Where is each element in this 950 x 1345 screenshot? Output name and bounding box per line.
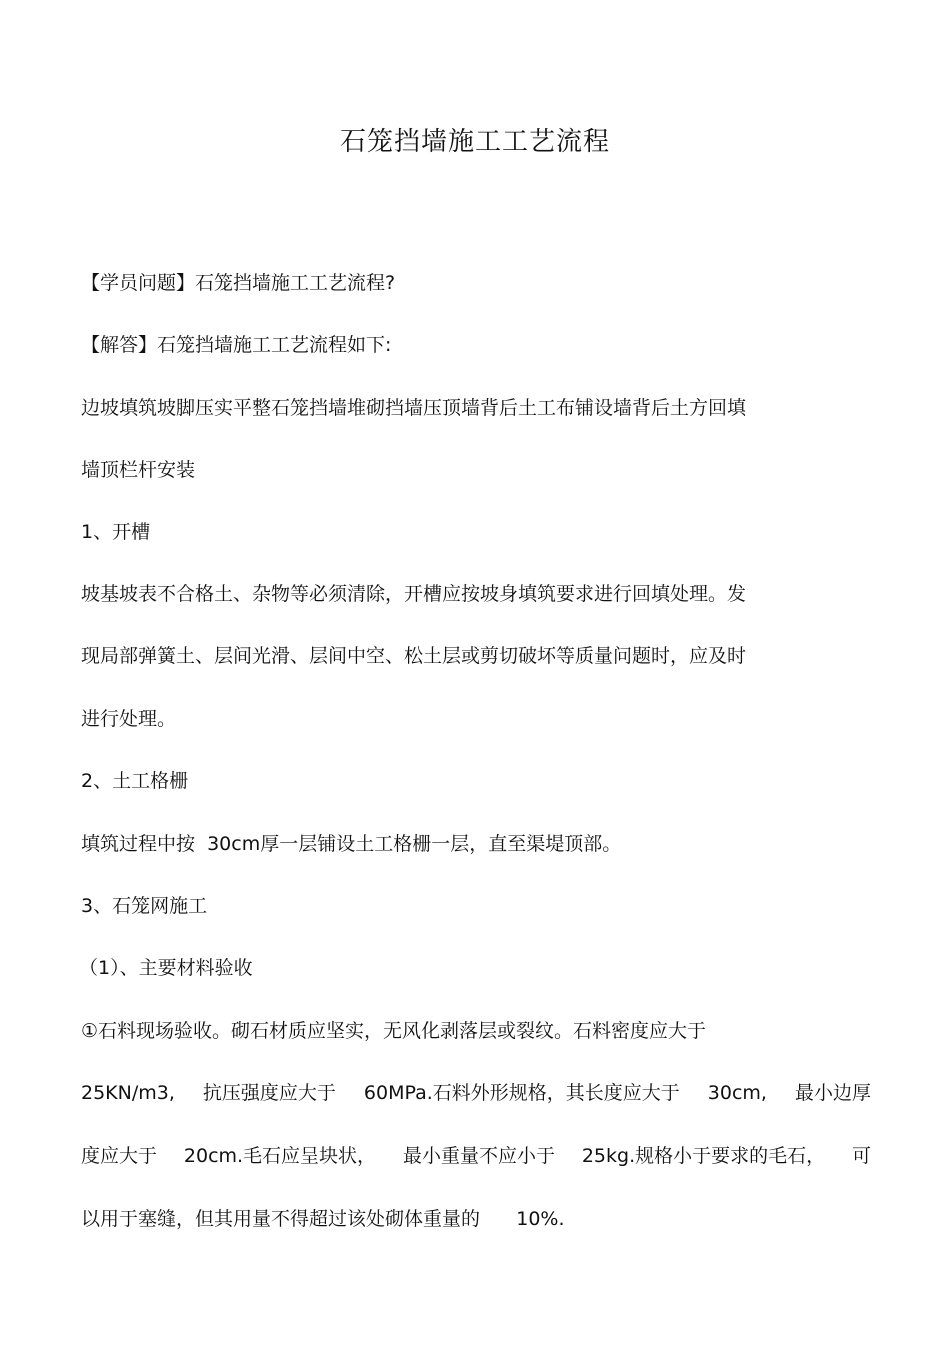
section-1-heading: 1、开槽: [81, 521, 151, 543]
text-segment: 最小重量不应小于: [402, 1145, 555, 1167]
section-3-text-line: [81, 1080, 871, 1106]
section-3-subheading: （1）、主要材料验收: [79, 957, 253, 979]
question-line: 【学员问题】石笼挡墙施工工艺流程?: [81, 272, 396, 294]
text-segment: 度应大于: [81, 1145, 158, 1167]
text-segment: 可: [851, 1145, 871, 1167]
text-segment: 25KN/m3,: [81, 1082, 175, 1104]
text-segment: 30cm,: [707, 1082, 767, 1104]
section-1-text-line: 坡基坡表不合格土、杂物等必须清除，开槽应按坡身填筑要求进行回填处理。发: [81, 583, 747, 605]
section-1-text-line: 进行处理。: [81, 708, 177, 730]
text-segment: 最小边厚: [794, 1082, 871, 1104]
text-segment: 25kg.规格小于要求的毛石，: [581, 1145, 826, 1167]
section-3-heading: 3、石笼网施工: [81, 895, 208, 917]
process-flow-line-1: 边坡填筑坡脚压实平整石笼挡墙堆砌挡墙压顶墙背后土工布铺设墙背后土方回填: [81, 397, 747, 419]
section-2-text: 填筑过程中按 30cm厚一层铺设土工格栅一层，直至渠堤顶部。: [81, 833, 622, 855]
process-flow-line-2: 墙顶栏杆安装: [81, 459, 196, 481]
text-segment: 抗压强度应大于: [202, 1082, 336, 1104]
section-3-text-line: 以用于塞缝，但其用量不得超过该处砌体重量的 10%.: [81, 1208, 565, 1230]
text-segment: 60MPa.石料外形规格，其长度应大于: [363, 1082, 680, 1104]
answer-intro: 【解答】石笼挡墙施工工艺流程如下:: [81, 334, 392, 356]
document-title: 石笼挡墙施工工艺流程: [339, 127, 610, 157]
section-1-text-line: 现局部弹簧土、层间光滑、层间中空、松土层或剪切破坏等质量问题时，应及时: [81, 645, 747, 667]
section-3-text-line: ①石料现场验收。砌石材质应坚实，无风化剥落层或裂纹。石料密度应大于: [81, 1020, 707, 1042]
text-segment: 20cm.毛石应呈块状，: [183, 1145, 377, 1167]
section-3-text-line: [81, 1143, 871, 1169]
section-2-heading: 2、土工格栅: [81, 770, 189, 792]
